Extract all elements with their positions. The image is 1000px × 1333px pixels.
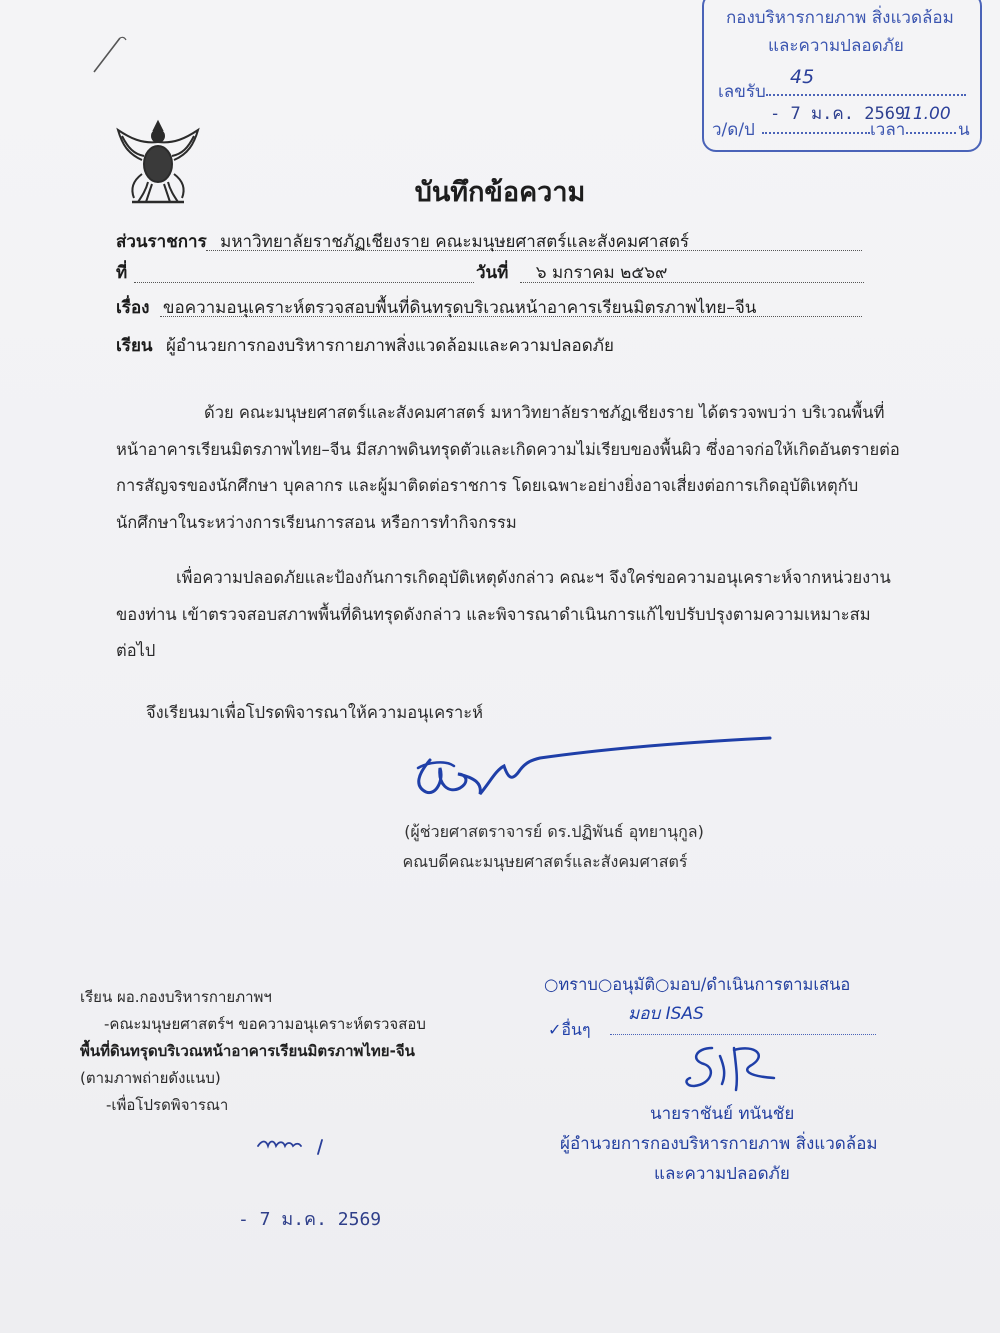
- signer-position: คณบดีคณะมนุษยศาสตร์และสังคมศาสตร์: [402, 852, 688, 871]
- ref-label-row: [116, 259, 127, 286]
- routing-line2: -คณะมนุษยศาสตร์ฯ ขอความอนุเคราะห์ตรวจสอบ: [104, 1015, 426, 1033]
- paragraph-1: [116, 395, 926, 541]
- decision-options: ○ทราบ○อนุมัติ○มอบ/ดำเนินการตามเสนอ: [544, 975, 851, 994]
- subject-dots: [160, 316, 862, 317]
- to-label: เรียน: [116, 336, 153, 356]
- para1-line2: หน้าอาคารเรียนมิตรภาพไทย–จีน มีสภาพดินทรุดตัวและเกิดความไม่เรียบของพื้นผิว ซึ่งอาจก่อให้เกิดอันตรายต่อ: [116, 439, 900, 459]
- stamp-receipt-label: เลขรับ: [718, 82, 766, 102]
- director-position-line2: และความปลอดภัย: [654, 1164, 790, 1184]
- date-value: ๖ มกราคม ๒๕๖๙: [535, 263, 668, 283]
- routing-line3: พื้นที่ดินทรุดบริเวณหน้าอาคารเรียนมิตรภาพไทย-จีน: [80, 1042, 415, 1060]
- ref-dots: [134, 282, 474, 283]
- stamp-date-value: - 7 ม.ค. 2569: [770, 104, 906, 124]
- routing-line4: (ตามภาพถ่ายดังแนบ): [80, 1069, 221, 1087]
- subject-label: เรื่อง: [116, 298, 150, 318]
- para2-line2: ของท่าน เข้าตรวจสอบสภาพพื้นที่ดินทรุดดังกล่าว และพิจารณาดำเนินการแก้ไขปรับปรุงตามความเหมาะสม: [116, 604, 871, 624]
- decision-other-label: อื่นๆ: [561, 1020, 591, 1039]
- stamp-date-dots: [762, 132, 870, 134]
- pen-mark: [80, 30, 130, 80]
- stamp-receipt-dots: [766, 94, 966, 96]
- para1-line4: นักศึกษาในระหว่างการเรียนการสอน หรือการทำกิจกรรม: [116, 512, 517, 532]
- director-name: นายราชันย์ ทนันชัย: [650, 1104, 795, 1124]
- ref-label: ที่: [116, 263, 128, 283]
- stamp-time-label: เวลา: [870, 120, 906, 140]
- stamp-date-label: ว/ด/ป: [712, 120, 755, 140]
- date-dots: [520, 282, 864, 283]
- para1-line1: ด้วย คณะมนุษยศาสตร์และสังคมศาสตร์ มหาวิทยาลัยราชภัฏเชียงราย ได้ตรวจพบว่า บริเวณพื้นที่: [204, 403, 885, 422]
- para2-line3: ต่อไป: [116, 641, 156, 660]
- director-signature: [676, 1038, 786, 1098]
- stamp-time-dots: [906, 132, 956, 134]
- paragraph-2: [116, 560, 926, 670]
- signer-name: (ผู้ช่วยศาสตราจารย์ ดร.ปฏิพันธ์ อุทยานุกูล): [404, 822, 704, 841]
- decision-other-value: มอบ ISAS: [628, 1004, 704, 1024]
- stamp-org-line2: และความปลอดภัย: [768, 36, 904, 56]
- decision-other-check-icon: ✓: [548, 1020, 562, 1039]
- date-label: วันที่: [476, 263, 509, 283]
- routing-line5: -เพื่อโปรดพิจารณา: [106, 1096, 229, 1114]
- initial-scribble: [252, 1128, 342, 1158]
- routing-stamp-date: - 7 ม.ค. 2569: [238, 1209, 382, 1230]
- para1-line3: การสัญจรของนักศึกษา บุคลากร และผู้มาติดต่อราชการ โดยเฉพาะอย่างยิ่งอาจเสี่ยงต่อการเกิดอุบัติเหตุกับ: [116, 476, 859, 495]
- receipt-stamp: [702, 0, 982, 152]
- stamp-org-line1: กองบริหารกายภาพ สิ่งแวดล้อม: [726, 8, 954, 28]
- to-row: [116, 332, 614, 359]
- decision-other-row: [548, 1018, 591, 1043]
- agency-label: ส่วนราชการ: [116, 232, 207, 252]
- agency-dots: [206, 250, 862, 251]
- agency-value: มหาวิทยาลัยราชภัฏเชียงราย คณะมนุษยศาสตร์และสังคมศาสตร์: [220, 232, 690, 252]
- closing-line: จึงเรียนมาเพื่อโปรดพิจารณาให้ความอนุเคราะห์: [146, 703, 484, 722]
- subject-value: ขอความอนุเคราะห์ตรวจสอบพื้นที่ดินทรุดบริเวณหน้าอาคารเรียนมิตรภาพไทย–จีน: [162, 298, 757, 318]
- routing-line1: เรียน ผอ.กองบริหารกายภาพฯ: [80, 988, 272, 1006]
- director-position-line1: ผู้อำนวยการกองบริหารกายภาพ สิ่งแวดล้อม: [560, 1134, 878, 1154]
- memo-title: บันทึกข้อความ: [414, 177, 586, 208]
- dean-signature: [400, 730, 780, 810]
- stamp-receipt-value: 45: [790, 66, 815, 88]
- para2-line1: เพื่อความปลอดภัยและป้องกันการเกิดอุบัติเหตุดังกล่าว คณะฯ จึงใคร่ขอความอนุเคราะห์จากหน่วยงาน: [176, 568, 891, 587]
- stamp-time-unit: น: [958, 120, 970, 140]
- stamp-time-value: 11.00: [902, 104, 951, 124]
- decision-other-dots: [610, 1034, 876, 1035]
- routing-note: [80, 984, 426, 1119]
- to-value: ผู้อำนวยการกองบริหารกายภาพสิ่งแวดล้อมและความปลอดภัย: [165, 336, 614, 356]
